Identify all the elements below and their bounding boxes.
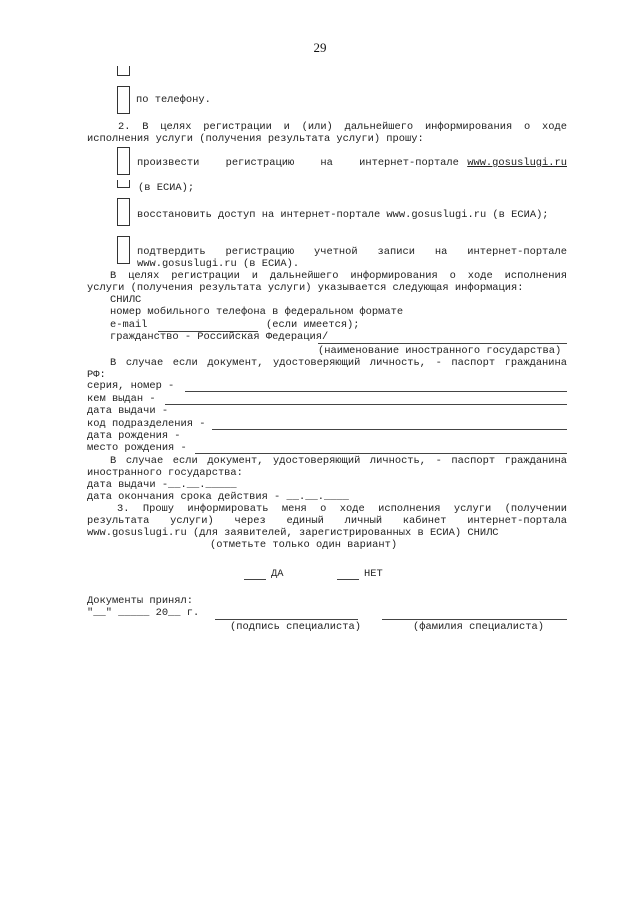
checkbox-by-phone[interactable] <box>117 86 130 114</box>
option-confirm-line-2: www.gosuslugi.ru (в ЕСИА). <box>137 258 300 270</box>
yes-mark-field[interactable] <box>244 579 266 580</box>
option-restore-access: восстановить доступ на интернет-портале www.gosuslugi.ru (в ЕСИА); <box>137 209 549 221</box>
info-intro-line-1: В целях регистрации и дальнейшего информирования о ходе исполнения <box>110 270 567 282</box>
foreign-issue-date-field[interactable]: дата выдачи -__.__._____ <box>87 479 237 491</box>
info-intro-line-2: услуги (получения результата услуги) указывается следующая информация: <box>87 282 524 294</box>
section-2-intro-line-2: исполнения услуги (получения результата услуги) прошу: <box>87 133 424 145</box>
section-3-line-3: www.gosuslugi.ru (для заявителей, зарегистрированных в ЕСИА) СНИЛС <box>87 527 499 539</box>
signature-field[interactable] <box>215 619 358 620</box>
surname-field[interactable] <box>382 619 567 620</box>
checkbox-register-esia[interactable] <box>117 180 130 188</box>
option-by-phone: по телефону. <box>136 94 211 106</box>
rf-passport-intro-line-1: В случае если документ, удостоверяющий личность, - паспорт гражданина <box>110 357 567 369</box>
rf-passport-intro-line-2: РФ: <box>87 369 106 381</box>
birth-place-label: место рождения - <box>87 442 187 454</box>
issue-date-label: дата выдачи - <box>87 405 169 417</box>
no-option: НЕТ <box>364 568 383 580</box>
foreign-state-caption: (наименование иностранного государства) <box>318 345 562 357</box>
checkbox-restore-access[interactable] <box>117 198 130 226</box>
issued-by-label: кем выдан - <box>87 393 156 405</box>
foreign-state-field[interactable] <box>318 343 567 344</box>
series-number-label: серия, номер - <box>87 380 175 392</box>
gosuslugi-link[interactable]: www.gosuslugi.ru <box>467 157 567 169</box>
no-mark-field[interactable] <box>337 579 359 580</box>
email-label: e-mail <box>110 319 148 331</box>
dept-code-label: код подразделения - <box>87 418 206 430</box>
mobile-label: номер мобильного телефона в федеральном формате <box>110 306 404 318</box>
acceptance-date-field[interactable]: "__" _____ 20__ г. <box>87 607 200 619</box>
accepted-by-label: Документы принял: <box>87 595 194 607</box>
checkbox-register[interactable] <box>117 147 130 175</box>
citizenship-label: гражданство - Российская Федерация/ <box>110 331 329 343</box>
snils-label: СНИЛС <box>110 294 142 306</box>
email-note: (если имеется); <box>266 319 360 331</box>
issued-by-field[interactable] <box>165 404 567 405</box>
birth-date-label: дата рождения - <box>87 430 181 442</box>
checkbox-prev-option[interactable] <box>117 66 130 76</box>
surname-caption: (фамилия специалиста) <box>413 621 544 633</box>
yes-option: ДА <box>271 568 284 580</box>
section-3-hint: (отметьте только один вариант) <box>210 539 398 551</box>
foreign-passport-intro-line-2: иностранного государства: <box>87 467 243 479</box>
series-number-field[interactable] <box>185 391 567 392</box>
dept-code-field[interactable] <box>212 429 567 430</box>
option-register-text: произвести регистрацию на интернет-портале <box>137 157 459 169</box>
checkbox-confirm-registration[interactable] <box>117 236 130 264</box>
option-confirm-line-1: подтвердить регистрацию учетной записи на интернет-портале <box>137 246 567 258</box>
foreign-passport-intro-line-1: В случае если документ, удостоверяющий личность, - паспорт гражданина <box>110 455 567 467</box>
birth-place-field[interactable] <box>195 453 567 454</box>
section-3-line-1: 3. Прошу информировать меня о ходе исполнения услуги (получении <box>117 503 567 515</box>
foreign-expiry-field[interactable]: дата окончания срока действия - __.__.____ <box>87 491 349 503</box>
section-2-intro-line-1: 2. В целях регистрации и (или) дальнейшего информирования о ходе <box>118 121 567 133</box>
option-register <box>137 157 567 169</box>
signature-caption: (подпись специалиста) <box>230 621 361 633</box>
page-number: 29 <box>313 40 327 55</box>
section-3-line-2: результата услуги) через единый личный кабинет интернет-портала <box>87 515 567 527</box>
option-register-esia: (в ЕСИА); <box>138 182 195 194</box>
